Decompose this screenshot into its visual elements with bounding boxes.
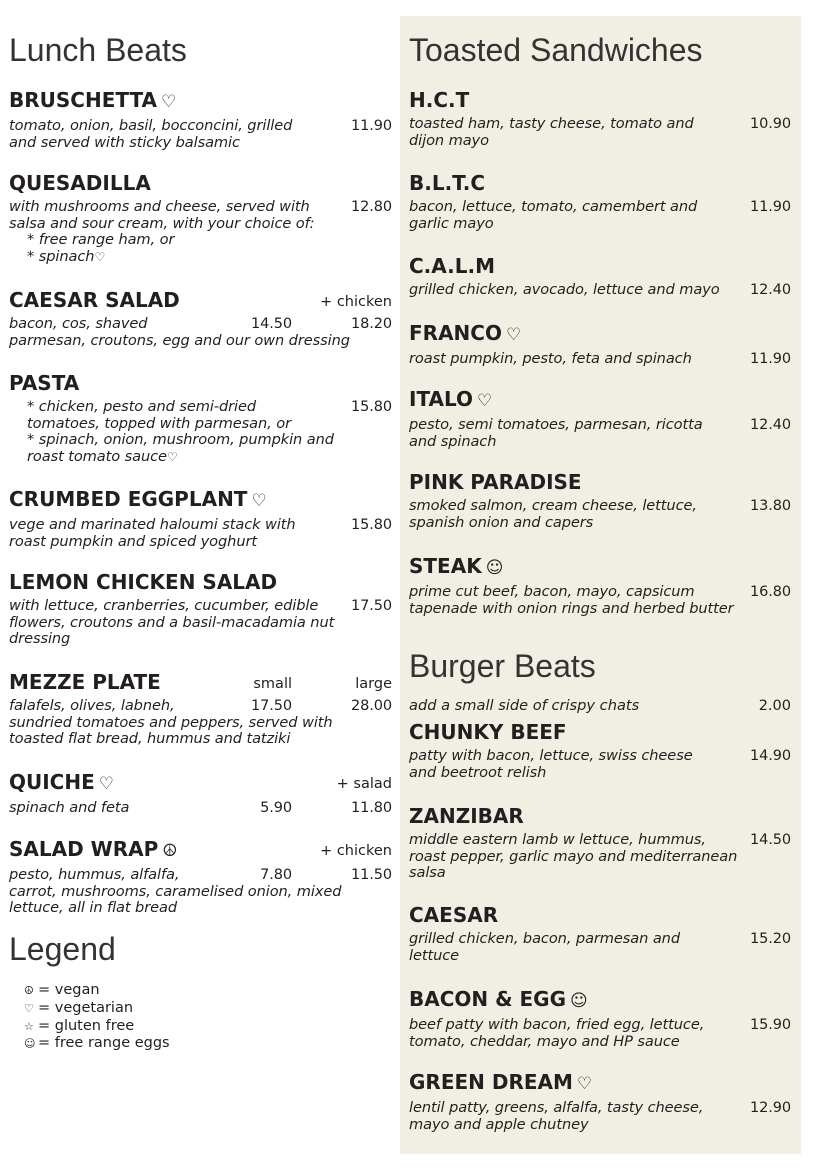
description-line <box>409 765 791 782</box>
menu-item <box>409 469 791 531</box>
gluten-free-icon: ☆ <box>24 1019 34 1033</box>
description-line <box>409 417 791 434</box>
description-text: spanish onion and capers <box>409 513 594 531</box>
description-text: roast pumpkin, pesto, feta and spinach <box>409 350 692 367</box>
item-price: 11.90 <box>350 118 392 134</box>
item-title <box>409 902 791 928</box>
item-description <box>409 1017 791 1050</box>
item-name: CAESAR SALAD <box>9 288 180 312</box>
description-line <box>9 867 392 884</box>
description-text: lettuce <box>409 946 460 964</box>
description-text: tomato, onion, basil, bocconcini, grilled <box>9 117 293 134</box>
item-description <box>9 517 392 550</box>
legend-heading: Legend <box>9 931 116 967</box>
description-line <box>9 698 392 715</box>
item-price-small: 7.80 <box>260 867 292 883</box>
menu-item <box>9 836 392 917</box>
item-price: 18.20 <box>350 316 392 332</box>
item-title <box>409 386 791 414</box>
free-range-eggs-icon: ☺ <box>485 558 504 578</box>
item-price: 12.90 <box>749 1100 791 1116</box>
menu-item <box>409 1069 791 1133</box>
description-text: and beetroot relish <box>409 763 547 781</box>
vegetarian-icon: ♡ <box>477 391 493 411</box>
menu-item <box>409 553 791 617</box>
description-line <box>9 118 392 135</box>
item-price: 10.90 <box>749 116 791 132</box>
description-text: roast tomato sauce <box>27 447 167 465</box>
description-text: carrot, mushrooms, caramelised onion, mixed <box>9 882 342 900</box>
description-text: tomatoes, topped with parmesan, or <box>27 414 291 432</box>
legend-label: = vegetarian <box>38 999 134 1016</box>
description-text: vege and marinated haloumi stack with <box>9 516 296 533</box>
description-text: pesto, semi tomatoes, parmesan, ricotta <box>409 416 703 433</box>
item-name: QUICHE <box>9 770 95 794</box>
item-price-small: 17.50 <box>250 698 292 714</box>
legend-label: = gluten free <box>38 1017 135 1034</box>
description-line <box>409 216 791 233</box>
item-title <box>9 769 392 797</box>
description-line <box>409 1117 791 1134</box>
item-title <box>409 170 791 196</box>
description-line <box>409 849 791 866</box>
item-price: 11.50 <box>350 867 392 883</box>
item-description <box>409 199 791 232</box>
item-description <box>409 498 791 531</box>
item-description <box>9 800 392 817</box>
item-price: 11.90 <box>749 351 791 367</box>
item-name: H.C.T <box>409 88 470 112</box>
item-description <box>9 399 392 465</box>
item-title <box>9 170 392 196</box>
option-label: large <box>355 676 392 692</box>
description-line <box>409 601 791 618</box>
vegan-icon: ☮ <box>162 841 178 861</box>
description-line <box>9 135 392 152</box>
option-label: + salad <box>336 776 392 792</box>
item-title <box>409 320 791 348</box>
item-title <box>409 803 791 829</box>
vegetarian-icon: ♡ <box>505 325 522 345</box>
item-price: 15.80 <box>350 517 392 533</box>
side-note-label: add a small side of crispy chats <box>409 697 640 714</box>
description-line <box>9 432 392 449</box>
description-line <box>9 534 392 551</box>
item-price: 17.50 <box>350 598 392 614</box>
description-line <box>9 517 392 534</box>
description-line <box>9 715 392 732</box>
description-line <box>9 249 392 266</box>
description-text: salsa and sour cream, with your choice of: <box>9 214 315 232</box>
description-line <box>409 351 791 368</box>
item-title <box>9 370 392 396</box>
item-name: QUESADILLA <box>9 171 151 195</box>
description-text: and served with sticky balsamic <box>9 133 240 151</box>
legend-entry <box>24 1035 170 1053</box>
item-price: 12.80 <box>350 199 392 215</box>
menu-item <box>409 320 791 368</box>
description-line <box>9 615 392 632</box>
item-description <box>409 351 791 368</box>
description-text: roast pepper, garlic mayo and mediterranean <box>409 847 738 865</box>
item-title <box>409 986 791 1014</box>
vegetarian-icon: ♡ <box>161 92 177 112</box>
item-description <box>9 316 392 349</box>
item-name: BACON & EGG <box>409 987 567 1011</box>
description-line <box>409 1017 791 1034</box>
item-title <box>409 553 791 581</box>
legend-label: = vegan <box>38 982 100 998</box>
item-title <box>409 253 791 279</box>
menu-item <box>9 287 392 349</box>
item-price: 12.40 <box>749 417 791 433</box>
menu-item <box>409 803 791 882</box>
legend-label: = free range eggs <box>38 1035 170 1052</box>
item-name: PINK PARADISE <box>409 470 582 494</box>
menu-item <box>409 253 791 299</box>
item-name: B.L.T.C <box>409 171 486 195</box>
description-line <box>9 884 392 901</box>
description-line <box>409 748 791 765</box>
vegetarian-icon: ♡ <box>166 449 178 464</box>
side-note <box>409 698 791 715</box>
burgers-heading: Burger Beats <box>409 648 596 684</box>
menu-item <box>9 87 392 151</box>
menu-item <box>9 669 392 748</box>
item-description <box>9 199 392 265</box>
description-line <box>9 333 392 350</box>
item-name: ITALO <box>409 387 474 411</box>
description-line <box>9 399 392 416</box>
description-text: * spinach <box>27 247 95 265</box>
item-title <box>9 486 392 514</box>
description-line <box>9 598 392 615</box>
menu-item <box>409 986 791 1050</box>
item-price: 15.90 <box>749 1017 791 1033</box>
description-line <box>9 232 392 249</box>
item-name: LEMON CHICKEN SALAD <box>9 570 278 594</box>
description-text: garlic mayo <box>409 214 494 232</box>
description-line <box>409 584 791 601</box>
description-line <box>409 832 791 849</box>
item-name: MEZZE PLATE <box>9 670 161 694</box>
item-name: BRUSCHETTA <box>9 88 158 112</box>
description-text: sundried tomatoes and peppers, served with <box>9 713 333 731</box>
item-title <box>409 87 791 113</box>
item-price: 11.90 <box>749 199 791 215</box>
description-text: bacon, cos, shaved <box>9 315 148 332</box>
description-text: spinach and feta <box>9 799 130 816</box>
description-text: and spinach <box>409 432 497 450</box>
item-description <box>9 598 392 648</box>
description-line <box>409 515 791 532</box>
menu-item <box>409 719 791 781</box>
description-text: with lettuce, cranberries, cucumber, edible <box>9 597 319 614</box>
item-price: 11.80 <box>350 800 392 816</box>
description-text: * chicken, pesto and semi-dried <box>27 398 257 415</box>
item-description <box>409 832 791 882</box>
menu-item <box>9 370 392 465</box>
item-name: STEAK <box>409 554 482 578</box>
item-price-small: 5.90 <box>260 800 292 816</box>
item-description <box>9 698 392 748</box>
item-price: 12.40 <box>749 282 791 298</box>
description-line <box>9 216 392 233</box>
sandwiches-heading: Toasted Sandwiches <box>409 32 703 68</box>
description-line <box>9 316 392 333</box>
item-price: 14.50 <box>749 832 791 848</box>
description-text: dressing <box>9 630 71 647</box>
description-text: middle eastern lamb w lettuce, hummus, <box>409 831 706 848</box>
vegetarian-icon: ♡ <box>576 1074 593 1094</box>
menu-item <box>409 386 791 450</box>
description-text: lentil patty, greens, alfalfa, tasty cheese, <box>409 1099 704 1116</box>
item-name: CHUNKY BEEF <box>409 720 567 744</box>
item-title <box>9 87 392 115</box>
menu-item <box>409 87 791 149</box>
menu-item <box>9 569 392 648</box>
option-label: + chicken <box>320 843 392 859</box>
description-text: smoked salmon, cream cheese, lettuce, <box>409 497 697 514</box>
item-title <box>9 287 392 313</box>
description-text: bacon, lettuce, tomato, camembert and <box>409 198 698 215</box>
item-price-small: 14.50 <box>250 316 292 332</box>
menu-item <box>409 170 791 232</box>
description-line <box>9 731 392 748</box>
item-title <box>409 719 791 745</box>
description-line <box>409 1100 791 1117</box>
description-line <box>409 865 791 882</box>
item-title <box>409 1069 791 1097</box>
description-text: toasted ham, tasty cheese, tomato and <box>409 115 694 132</box>
description-text: beef patty with bacon, fried egg, lettuce, <box>409 1016 705 1033</box>
description-line <box>409 948 791 965</box>
vegetarian-icon: ♡ <box>98 774 115 794</box>
item-description <box>409 584 791 617</box>
description-text: tomato, cheddar, mayo and HP sauce <box>409 1032 680 1050</box>
description-text: grilled chicken, bacon, parmesan and <box>409 930 680 947</box>
vegan-icon: ☮ <box>24 984 34 997</box>
item-price: 13.80 <box>749 498 791 514</box>
legend-entry <box>24 1018 170 1036</box>
description-line <box>9 631 392 648</box>
description-text: lettuce, all in flat bread <box>9 899 177 916</box>
description-text: pesto, hummus, alfalfa, <box>9 866 180 883</box>
item-name: CRUMBED EGGPLANT <box>9 487 248 511</box>
description-text: roast pumpkin and spiced yoghurt <box>9 532 257 550</box>
description-text: grilled chicken, avocado, lettuce and mayo <box>409 281 720 298</box>
item-name: SALAD WRAP <box>9 837 159 861</box>
menu-item <box>9 769 392 817</box>
description-line <box>9 900 392 917</box>
item-description <box>409 282 791 299</box>
description-text: dijon mayo <box>409 131 489 149</box>
description-text: flowers, croutons and a basil-macadamia nut <box>9 613 335 631</box>
description-line <box>9 449 392 466</box>
description-text: with mushrooms and cheese, served with <box>9 198 310 215</box>
lunch-heading: Lunch Beats <box>9 32 187 68</box>
free-range-eggs-icon: ☺ <box>24 1037 36 1051</box>
item-title <box>9 669 392 695</box>
description-text: toasted flat bread, hummus and tatziki <box>9 730 291 747</box>
description-line <box>409 1034 791 1051</box>
size-label-small: small <box>253 676 292 692</box>
legend-entry <box>24 982 170 1000</box>
item-price: 16.80 <box>749 584 791 600</box>
menu-item <box>9 170 392 265</box>
item-name: PASTA <box>9 371 80 395</box>
description-text: mayo and apple chutney <box>409 1115 589 1133</box>
description-text: parmesan, croutons, egg and our own dressing <box>9 331 350 349</box>
vegetarian-icon: ♡ <box>24 1001 34 1015</box>
description-line <box>409 133 791 150</box>
item-description <box>409 116 791 149</box>
item-price: 15.80 <box>350 399 392 415</box>
description-text: salsa <box>409 864 446 881</box>
description-line <box>409 116 791 133</box>
item-name: C.A.L.M <box>409 254 495 278</box>
item-title <box>9 569 392 595</box>
menu-item <box>409 902 791 964</box>
menu-item <box>9 486 392 550</box>
description-line <box>409 931 791 948</box>
description-text: tapenade with onion rings and herbed butter <box>409 599 734 617</box>
item-description <box>409 1100 791 1133</box>
item-title <box>9 836 392 864</box>
item-description <box>409 748 791 781</box>
item-description <box>9 118 392 151</box>
description-text: * free range ham, or <box>27 231 175 248</box>
item-description <box>409 931 791 964</box>
item-price: 15.20 <box>749 931 791 947</box>
description-line <box>9 199 392 216</box>
description-text: * spinach, onion, mushroom, pumpkin and <box>27 431 334 448</box>
item-price: 14.90 <box>749 748 791 764</box>
description-line <box>409 199 791 216</box>
item-title <box>409 469 791 495</box>
free-range-eggs-icon: ☺ <box>570 991 588 1011</box>
legend-entry <box>24 1000 170 1018</box>
description-line <box>9 800 392 817</box>
description-text: falafels, olives, labneh, <box>9 697 175 714</box>
vegetarian-icon: ♡ <box>94 249 106 264</box>
item-name: ZANZIBAR <box>409 804 524 828</box>
legend <box>24 982 170 1053</box>
vegetarian-icon: ♡ <box>251 491 267 511</box>
option-label: + chicken <box>320 294 392 310</box>
item-name: GREEN DREAM <box>409 1070 573 1094</box>
description-line <box>409 282 791 299</box>
description-line <box>409 498 791 515</box>
item-name: FRANCO <box>409 321 502 345</box>
item-name: CAESAR <box>409 903 499 927</box>
description-text: patty with bacon, lettuce, swiss cheese <box>409 747 693 764</box>
side-note-price: 2.00 <box>758 698 791 714</box>
description-line <box>409 434 791 451</box>
description-line <box>9 416 392 433</box>
description-text: prime cut beef, bacon, mayo, capsicum <box>409 583 695 600</box>
item-description <box>409 417 791 450</box>
item-description <box>9 867 392 917</box>
item-price: 28.00 <box>350 698 392 714</box>
